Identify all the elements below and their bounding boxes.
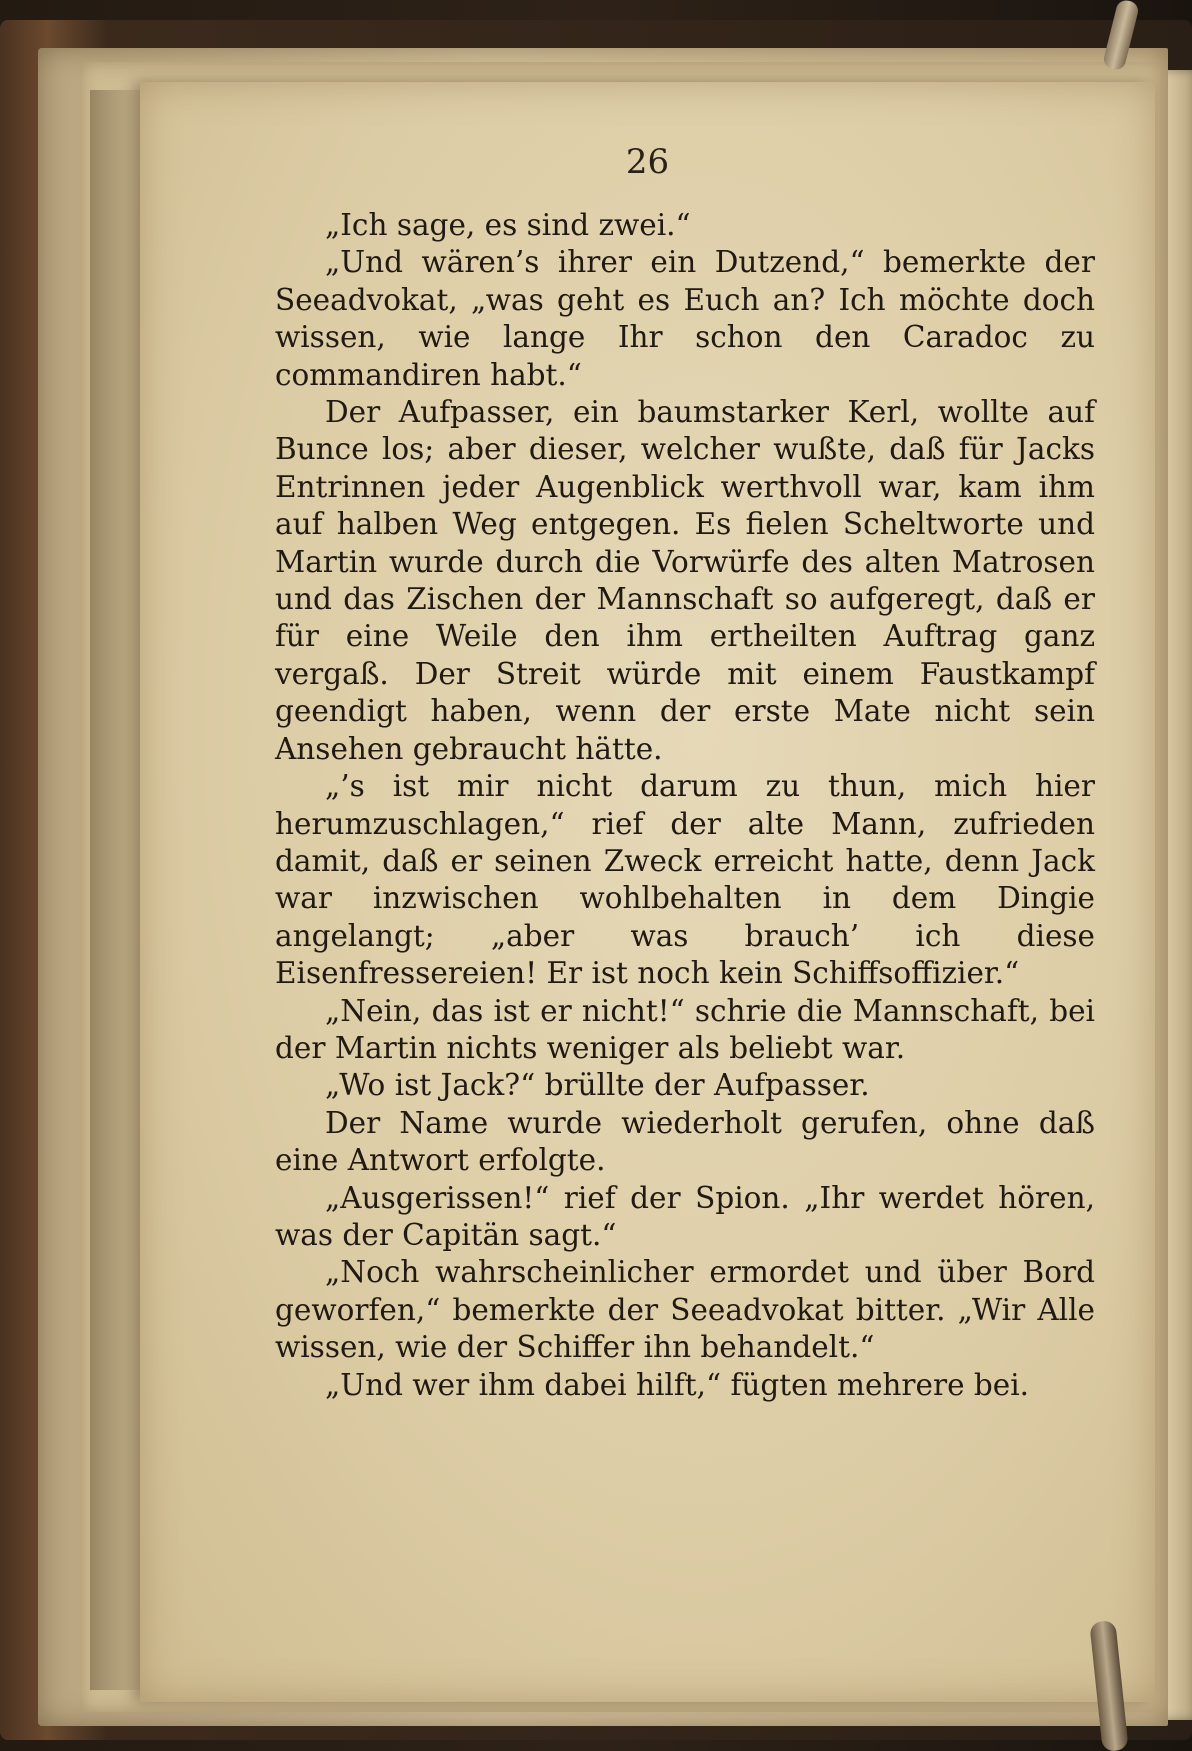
paragraph-5: „Nein, das ist er nicht!“ schrie die Mannschaft, bei der Martin nichts weniger als beliebt war. xyxy=(275,993,1095,1065)
paragraph-1: „Ich sage, es sind zwei.“ xyxy=(325,208,691,242)
paragraph-3: Der Aufpasser, ein baumstarker Kerl, wollte auf Bunce los; aber dieser, welcher wußte, daß für Jacks Entrinnen jeder Augenblick werthvoll war, kam ihm auf halben Weg entgegen. Es fielen Scheltworte und Martin wurde durch die Vorwürfe des alten Matrosen und das Zischen der Mannschaft so aufgeregt, daß er für eine Weile den ihm ertheilten Auftrag ganz vergaß. Der Streit würde mit einem Faustkampf geendigt haben, wenn der erste Mate nicht sein Ansehen gebraucht hätte. xyxy=(275,395,1095,766)
page-number: 26 xyxy=(625,142,670,182)
page-text xyxy=(275,207,1095,1404)
paragraph-6: „Wo ist Jack?“ brüllte der Aufpasser. xyxy=(325,1068,870,1103)
paragraph-10: „Und wer ihm dabei hilft,“ fügten mehrere bei. xyxy=(325,1367,1030,1402)
paragraph-7: Der Name wurde wiederholt gerufen, ohne daß eine Antwort erfolgte. xyxy=(275,1105,1095,1178)
paragraph-9: „Noch wahrscheinlicher ermordet und über Bord geworfen,“ bemerkte der Seeadvokat bitter. „Wir Alle wissen, wie der Schiffer ihn behandelt.“ xyxy=(275,1255,1095,1365)
paragraph-4: „’s ist mir nicht darum zu thun, mich hier herumzuschlagen,“ rief der alte Mann, zufrieden damit, daß er seinen Zweck erreicht hatte, denn Jack war inzwischen wohlbehalten in dem Dingie angelangt; „aber was brauch’ ich diese Eisenfressereien! Er ist noch kein Schiffsoffizier.“ xyxy=(275,769,1095,991)
book-page xyxy=(140,82,1155,1702)
paragraph-8: „Ausgerissen!“ rief der Spion. „Ihr werdet hören, was der Capitän sagt.“ xyxy=(275,1180,1095,1252)
paragraph-2: „Und wären’s ihrer ein Dutzend,“ bemerkte der Seeadvokat, „was geht es Euch an? Ich möchte doch wissen, wie lange Ihr schon den Caradoc zu commandiren habt.“ xyxy=(275,245,1095,392)
